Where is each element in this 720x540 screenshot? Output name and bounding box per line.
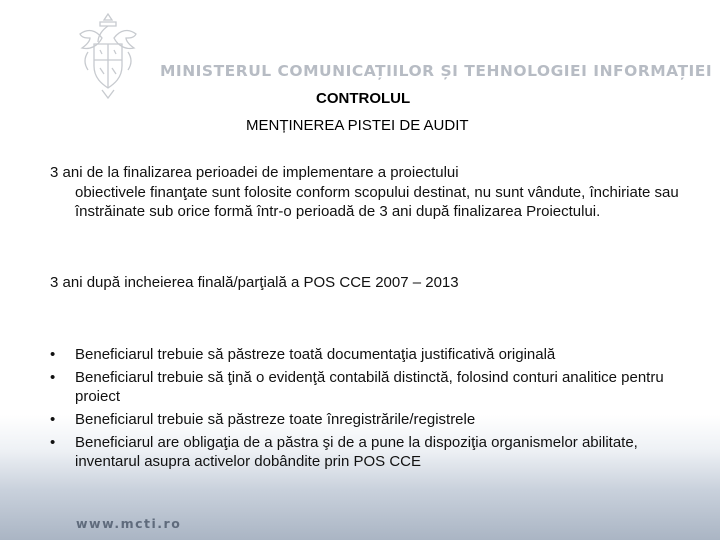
list-item-text: Beneficiarul are obligaţia de a păstra şi de a pune la dispoziţia organismelor abilitate, inventarul asupra activelor dobândite prin POS CCE	[75, 434, 638, 470]
list-item-text: Beneficiarul trebuie să ţină o evidenţă contabilă distinctă, folosind conturi analitice pentru proiect	[75, 369, 664, 405]
bullet-icon: •	[50, 369, 56, 386]
bullet-icon: •	[50, 346, 56, 363]
page-subtitle: MENȚINEREA PISTEI DE AUDIT	[246, 117, 469, 134]
list-item	[50, 345, 690, 364]
paragraph-pos-cce: 3 ani după incheierea finală/parţială a POS CCE 2007 – 2013	[50, 274, 459, 291]
list-item	[50, 433, 690, 471]
obligations-list	[50, 345, 690, 475]
paragraph-objectives: obiectivele finanţate sunt folosite conform scopului destinat, nu sunt vândute, închiriate sau înstrăinate sub orice formă într-o perioadă de 3 ani după finalizarea Proiectului.	[75, 184, 679, 220]
list-item-text: Beneficiarul trebuie să păstreze toate înregistrările/registrele	[75, 411, 476, 428]
bullet-icon: •	[50, 411, 56, 428]
list-item	[50, 368, 690, 406]
list-item	[50, 410, 690, 429]
ministry-name: MINISTERUL COMUNICAȚIILOR ȘI TEHNOLOGIEI INFORMAȚIEI	[160, 62, 713, 80]
romanian-coat-of-arms-icon	[72, 8, 144, 100]
page-title: CONTROLUL	[316, 90, 411, 107]
list-item-text: Beneficiarul trebuie să păstreze toată documentaţia justificativă originală	[75, 346, 556, 363]
bullet-icon: •	[50, 434, 56, 451]
footer-url[interactable]: www.mcti.ro	[76, 516, 182, 531]
paragraph-retention-period: 3 ani de la finalizarea perioadei de implementare a proiectului	[50, 164, 459, 181]
